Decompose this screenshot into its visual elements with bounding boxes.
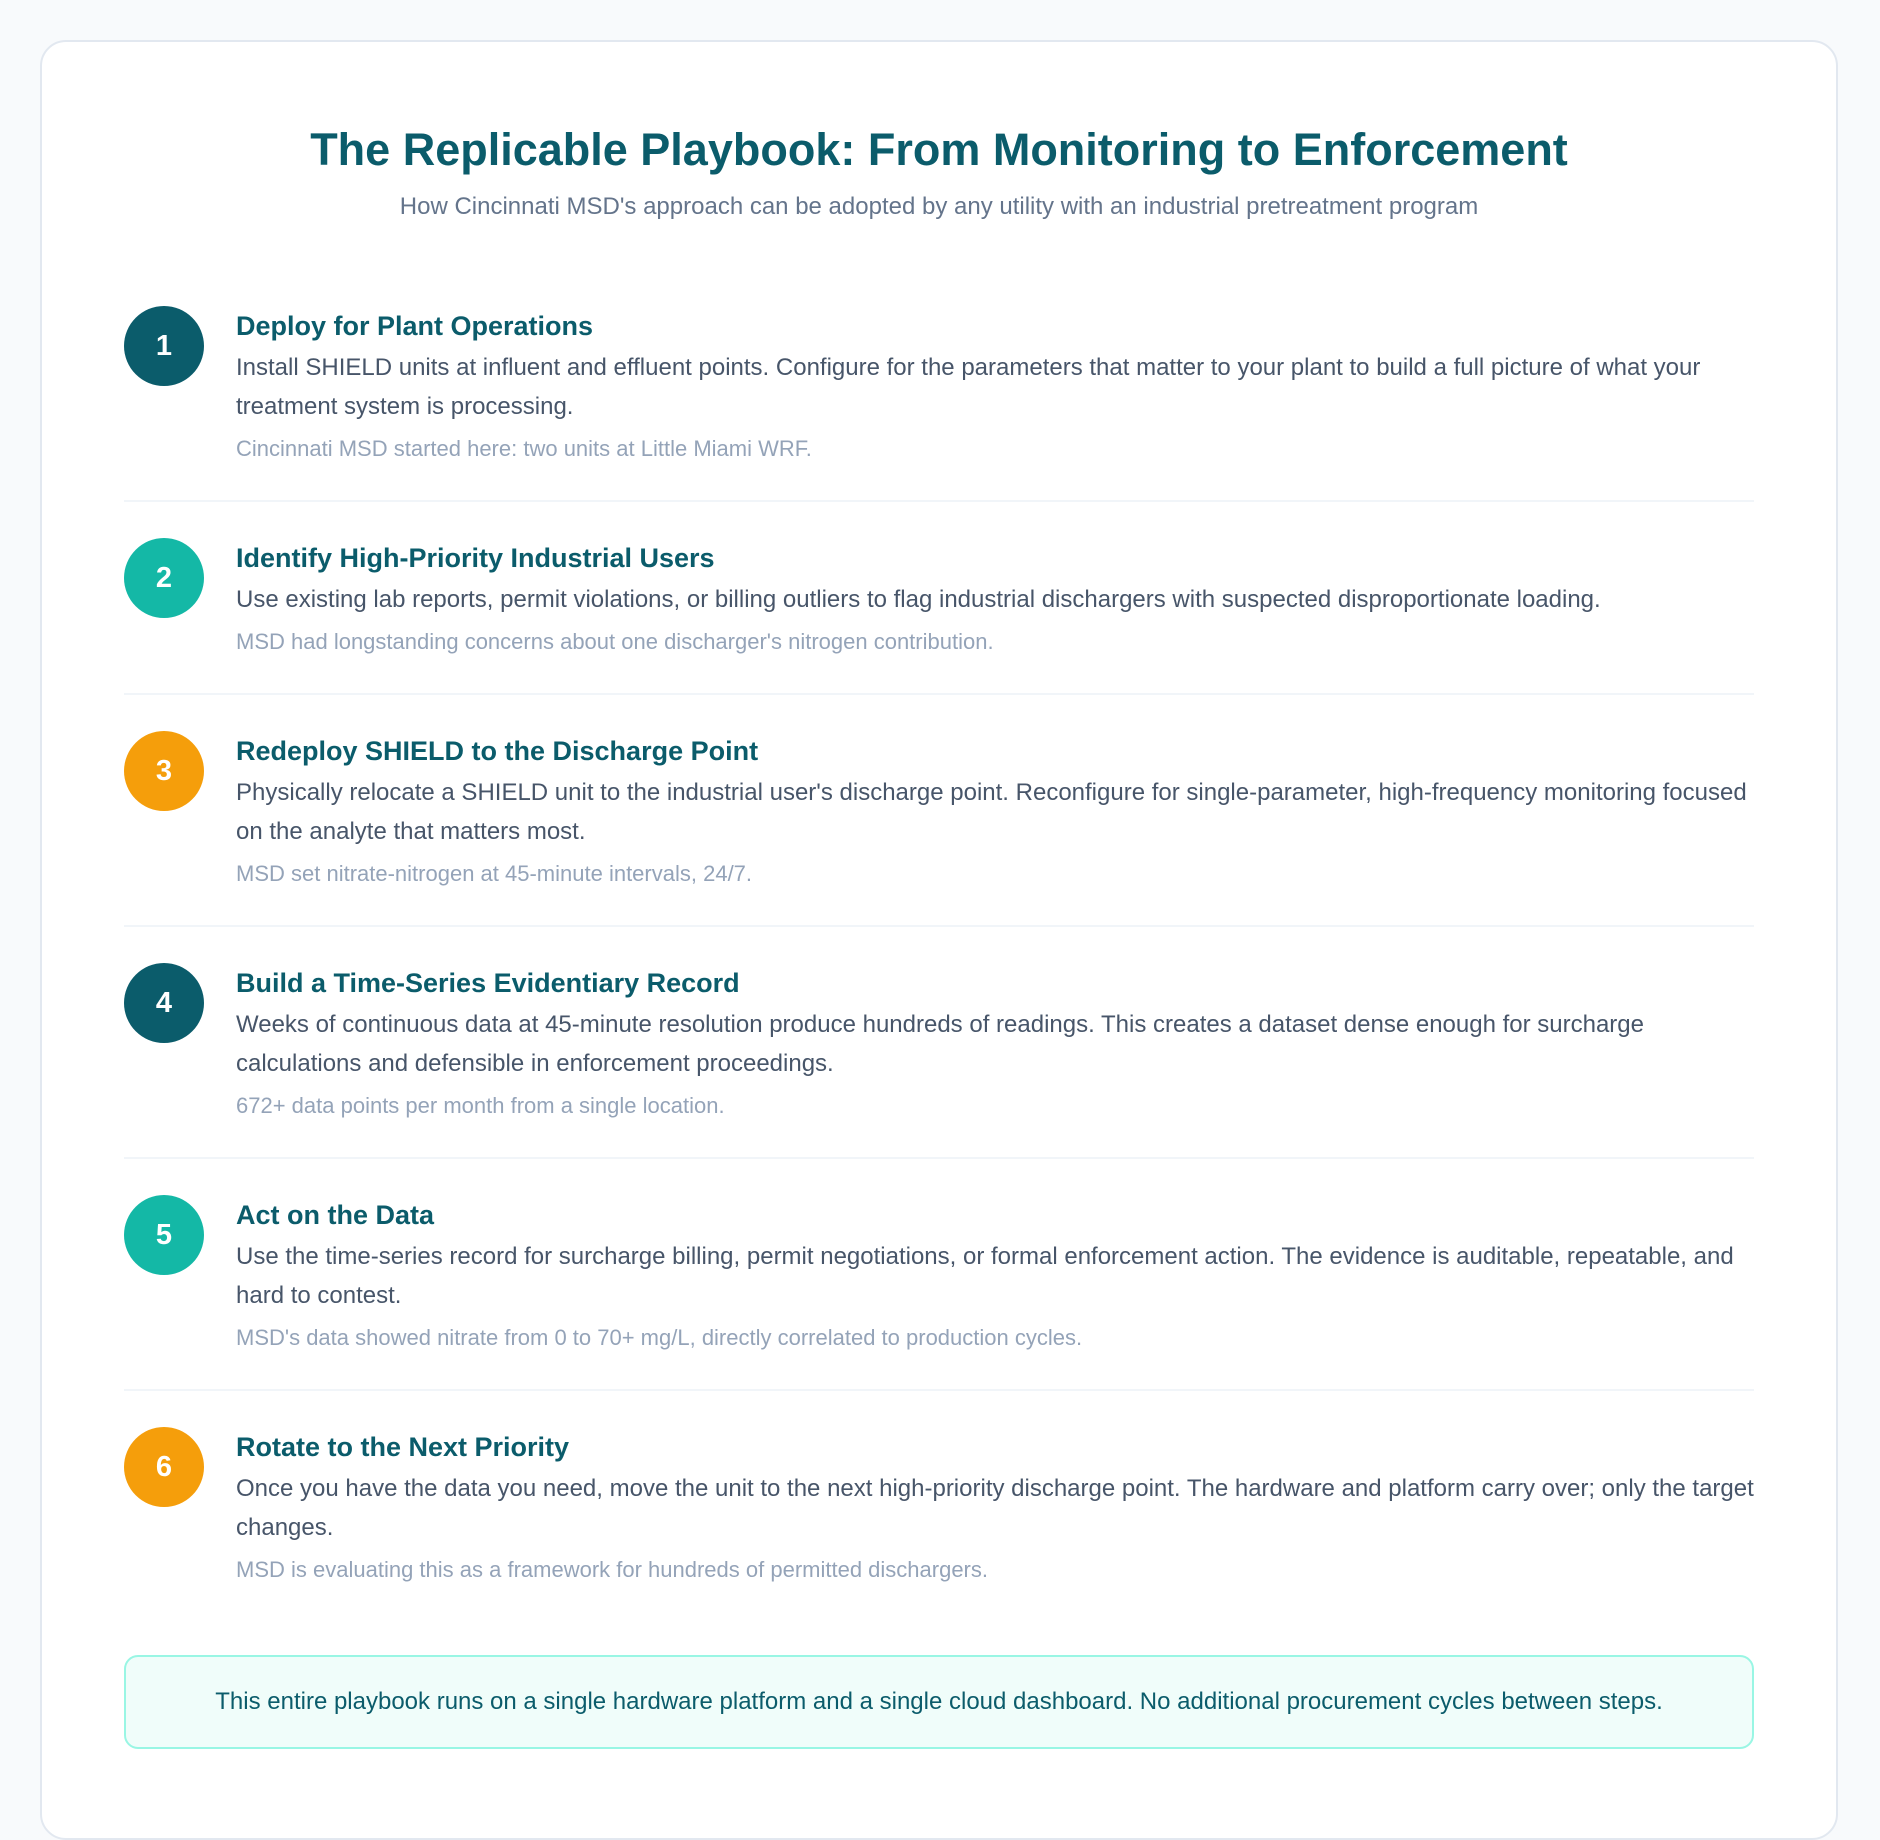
step-item [124,961,1754,1159]
step-note: Cincinnati MSD started here: two units at Little Miami WRF. [236,436,812,461]
playbook-card [40,40,1838,1840]
step-item [124,1425,1754,1621]
step-number-badge: 2 [124,538,204,618]
step-title: Build a Time-Series Evidentiary Record [236,968,740,998]
step-content [236,961,1754,1121]
step-number-badge: 3 [124,731,204,811]
callout-box: This entire playbook runs on a single hardware platform and a single cloud dashboard. No additional procurement cycles between steps. [124,1655,1754,1749]
step-note: MSD set nitrate-nitrogen at 45-minute intervals, 24/7. [236,861,753,886]
step-content [236,1193,1754,1353]
step-content [236,729,1754,889]
step-number-badge: 5 [124,1195,204,1275]
step-note: 672+ data points per month from a single location. [236,1093,725,1118]
step-content [236,304,1754,464]
step-title: Redeploy SHIELD to the Discharge Point [236,736,759,766]
step-description: Use existing lab reports, permit violations, or billing outliers to flag industrial dischargers with suspected disproportionate loading. [236,586,1601,613]
step-description: Weeks of continuous data at 45-minute resolution produce hundreds of readings. This creates a dataset dense enough for surcharge calculations and defensible in enforcement proceedings. [236,1011,1644,1077]
step-number-badge: 4 [124,963,204,1043]
step-title: Deploy for Plant Operations [236,311,594,341]
step-description: Physically relocate a SHIELD unit to the industrial user's discharge point. Reconfigure for single-parameter, high-frequency monitoring focused on the analyte that matters most. [236,779,1747,845]
step-number-badge: 1 [124,306,204,386]
step-note: MSD's data showed nitrate from 0 to 70+ mg/L, directly correlated to production cycles. [236,1325,1083,1350]
step-title: Act on the Data [236,1200,435,1230]
page-subtitle: How Cincinnati MSD's approach can be adopted by any utility with an industrial pretreatment program [399,193,1479,220]
step-title: Identify High-Priority Industrial Users [236,543,715,573]
step-title: Rotate to the Next Priority [236,1432,570,1462]
step-item [124,536,1754,695]
page-title: The Replicable Playbook: From Monitoring to Enforcement [310,124,1568,175]
step-note: MSD had longstanding concerns about one discharger's nitrogen contribution. [236,629,994,654]
step-item [124,1193,1754,1391]
step-note: MSD is evaluating this as a framework for hundreds of permitted dischargers. [236,1557,988,1582]
step-description: Once you have the data you need, move the unit to the next high-priority discharge point. The hardware and platform carry over; only the target changes. [236,1475,1754,1541]
steps-list [124,304,1754,1621]
step-item [124,304,1754,502]
step-description: Install SHIELD units at influent and effluent points. Configure for the parameters that matter to your plant to build a full picture of what your treatment system is processing. [236,354,1701,420]
step-content [236,536,1754,657]
step-number-badge: 6 [124,1427,204,1507]
step-description: Use the time-series record for surcharge billing, permit negotiations, or formal enforcement action. The evidence is auditable, repeatable, and hard to contest. [236,1243,1734,1309]
step-item [124,729,1754,927]
step-content [236,1425,1754,1585]
